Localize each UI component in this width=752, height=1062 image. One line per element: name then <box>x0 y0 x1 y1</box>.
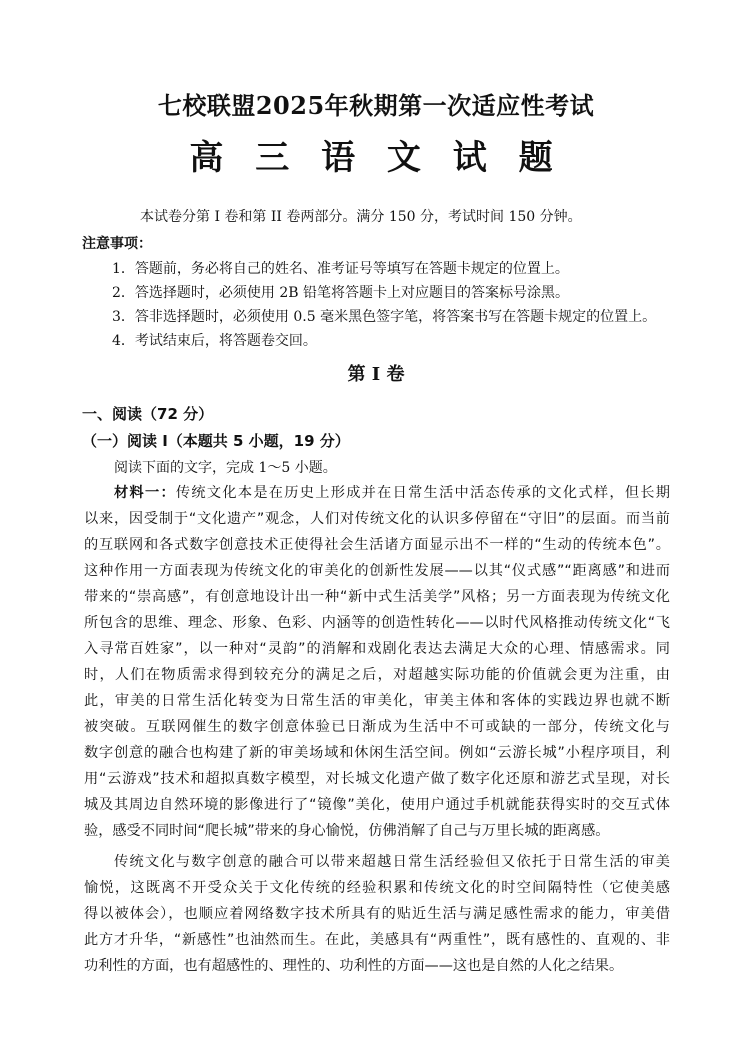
passage-line: 数字创意的融合也构建了新的审美场域和休闲生活空间。例如“云游长城”小程序项目，利 <box>84 745 670 761</box>
material-label: 材料一： <box>114 485 176 501</box>
notice-rule: 1．答题前，务必将自己的姓名、准考证号等填写在答题卡规定的位置上。 <box>112 261 569 277</box>
passage-line: 所包含的思维、理念、形象、色彩、内涵等的创造性转化——以时代风格推动传统文化“飞 <box>84 615 670 631</box>
passage-line: 验，感受不同时间“爬长城”带来的身心愉悦，仿佛消解了自己与万里长城的距离感。 <box>84 823 610 839</box>
paper-title: 高 三 语 文 试 题 <box>189 138 563 178</box>
notice-rule: 4．考试结束后，将答题卷交回。 <box>112 333 317 349</box>
exam-intro: 本试卷分第 I 卷和第 II 卷两部分。满分 150 分，考试时间 150 分钟。 <box>140 209 582 225</box>
passage-line: 功利性的方面，也有超感性的、理性的、功利性的方面——这也是自然的人化之结果。 <box>84 958 624 974</box>
passage-line: 入寻常百姓家”，以一种对“灵韵”的消解和戏剧化表达去满足大众的心理、情感需求。同 <box>84 641 670 657</box>
notice-rule: 3．答非选择题时，必须使用 0.5 毫米黑色签字笔，将答案书写在答题卡规定的位置上。 <box>112 309 657 325</box>
notice-rule: 2．答选择题时，必须使用 2B 铅笔将答题卡上对应题目的答案标号涂黑。 <box>112 285 570 301</box>
passage-line: 此方才升华，“新感性”也油然而生。在此，美感具有“两重性”，既有感性的、直观的、非 <box>84 932 670 948</box>
exam-title: 七校联盟2025年秋期第一次适应性考试 <box>157 91 595 120</box>
section-heading: 一、阅读（72 分） <box>82 405 214 423</box>
passage-line: 得以被体会），也顺应着网络数字技术所具有的贴近生活与满足感性需求的能力，审美借 <box>84 906 670 922</box>
passage-line: 这种作用一方面表现为传统文化的审美化的创新性发展——以其“仪式感”“距离感”和进而 <box>84 563 670 579</box>
passage-line: 的互联网和各式数字创意技术正使得社会生活诸方面显示出不一样的“生动的传统本色”。 <box>84 537 670 553</box>
passage-line-text: 传统文化本是在历史上形成并在日常生活中活态传承的文化式样，但长期 <box>175 485 670 501</box>
passage-line: 传统文化与数字创意的融合可以带来超越日常生活经验但又依托于日常生活的审美 <box>114 854 670 870</box>
passage-line: 此，审美的日常生活化转变为日常生活的审美化，审美主体和客体的实践边界也就不断 <box>84 693 670 709</box>
passage-line: 时，人们在物质需求得到较充分的满足之后，对超越实际功能的价值就会更为注重，由 <box>84 667 670 683</box>
passage-line: 城及其周边自然环境的影像进行了“镜像”美化，使用户通过手机就能获得实时的交互式体 <box>84 797 670 813</box>
notice-heading: 注意事项： <box>82 236 152 252</box>
volume-label: 第 I 卷 <box>347 364 405 385</box>
passage-line: 愉悦，这既离不开受众关于文化传统的经验积累和传统文化的时空间隔特性（它使美感 <box>84 880 670 896</box>
passage-line: 带来的“崇高感”，有创意地设计出一种“新中式生活美学”风格；另一方面表现为传统文化 <box>84 589 670 605</box>
passage-line <box>114 482 670 502</box>
passage-line: 以来，因受制于“文化遗产”观念，人们对传统文化的认识多停留在“守旧”的层面。而当前 <box>84 511 670 527</box>
passage-line: 用“云游戏”技术和超拟真数字模型，对长城文化遗产做了数字化还原和游艺式呈现，对长 <box>84 771 670 787</box>
passage-line: 被突破。互联网催生的数字创意体验已日渐成为生活中不可或缺的一部分，传统文化与 <box>84 719 670 735</box>
subsection-heading: （一）阅读 I（本题共 5 小题，19 分） <box>82 432 350 450</box>
reading-instruction: 阅读下面的文字，完成 1～5 小题。 <box>114 460 337 476</box>
